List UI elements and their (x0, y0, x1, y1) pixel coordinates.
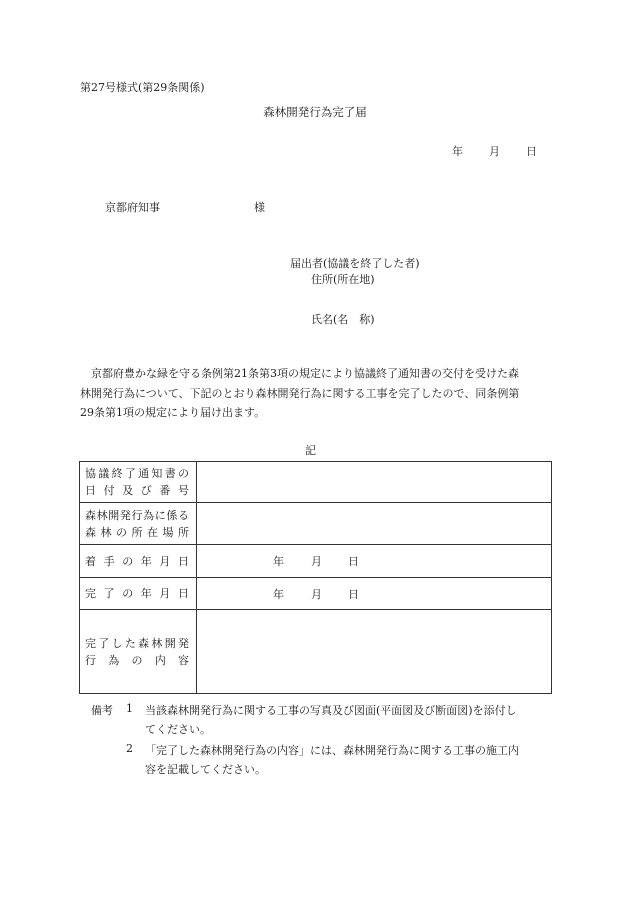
row5-value-field[interactable] (197, 610, 552, 694)
note-1-line-1: 当該森林開発行為に関する工事の写真及び図面(平面図及び断面図)を添付し (145, 704, 517, 717)
row1-label (80, 462, 197, 503)
row4-year: 年 (273, 587, 284, 601)
row2-value-field[interactable] (197, 503, 552, 545)
row4-day: 日 (348, 587, 359, 601)
row3-label (80, 545, 197, 578)
row2-label-line1: 森林開発行為に係る (85, 508, 189, 522)
notes-label: 備考 (91, 704, 113, 717)
row4-month: 月 (311, 587, 322, 601)
body-line-1: 京都府豊かな緑を守る条例第21条第3項の規定により協議終了通知書の交付を受けた森 (91, 367, 519, 380)
table-row (80, 545, 552, 578)
note-2-line-1: 「完了した森林開発行為の内容」には、森林開発行為に関する工事の施工内 (145, 744, 519, 757)
note-2-number: 2 (126, 742, 133, 755)
table-row (80, 610, 552, 694)
row3-day: 日 (348, 555, 359, 568)
row5-label-line2: 行為の内容 (85, 653, 189, 667)
row4-label-text: 完了の年月日 (85, 587, 189, 600)
row2-label-line2: 森林の所在場所 (85, 525, 189, 539)
row1-label-line2: 日付及び番号 (85, 484, 189, 497)
note-1-number: 1 (126, 702, 133, 715)
row2-label (80, 503, 197, 545)
addressee-name: 京都府知事 (105, 201, 160, 214)
date-line (452, 143, 537, 159)
addressee-honorific: 様 (254, 201, 265, 214)
body-paragraph (80, 364, 550, 423)
note-1-line-2: てください。 (145, 723, 211, 736)
row1-label-line1: 協議終了通知書の (85, 467, 189, 480)
row1-value-field[interactable] (197, 462, 552, 503)
table-row (80, 578, 552, 610)
address-label: 住所(所在地) (311, 273, 375, 286)
note-2-line-2: 容を記載してください。 (145, 763, 266, 776)
document-title: 森林開発行為完了届 (263, 105, 367, 119)
row4-date (273, 586, 359, 602)
date-day-label: 日 (526, 145, 537, 158)
row3-year: 年 (273, 555, 284, 568)
form-table (79, 461, 552, 694)
ki-heading: 記 (305, 444, 316, 457)
row3-value-field[interactable] (197, 545, 552, 578)
row5-label (80, 610, 197, 694)
table-row (80, 503, 552, 545)
body-line-2: 林開発行為について、下記のとおり森林開発行為に関する工事を完了したので、同条例第 (80, 386, 520, 400)
row3-month: 月 (311, 555, 322, 568)
row3-label-text: 着手の年月日 (85, 554, 189, 568)
row4-label (80, 578, 197, 610)
body-line-3: 29条第1項の規定により届け出ます。 (80, 406, 266, 419)
row3-date (273, 553, 359, 569)
name-label: 氏名(名 称) (311, 313, 375, 326)
applicant-label: 届出者(協議を終了した者) (290, 257, 420, 270)
form-number: 第27号様式(第29条関係) (80, 81, 205, 94)
table-row (80, 462, 552, 503)
date-month-label: 月 (489, 145, 500, 158)
date-year-label: 年 (452, 145, 463, 158)
row5-label-line1: 完了した森林開発 (85, 636, 189, 650)
row4-value-field[interactable] (197, 578, 552, 610)
